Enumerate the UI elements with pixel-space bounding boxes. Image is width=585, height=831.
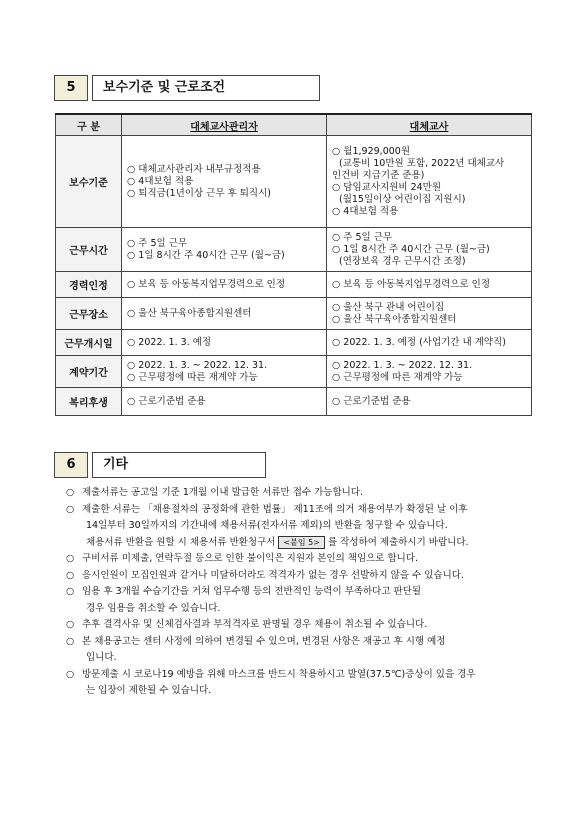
table-row <box>56 356 532 388</box>
cell-line: ○ 퇴직금(1년이상 근무 후 퇴직시) <box>127 187 271 199</box>
row-category: 근무시간 <box>56 228 122 272</box>
bullet-circle-icon: ○ <box>66 619 75 630</box>
note-text: 추후 결격사유 및 신체검사결과 부적격자로 판명될 경우 채용이 취소될 수 있습니다. <box>82 619 428 630</box>
note-item <box>66 617 536 634</box>
bullet-circle-icon: ○ <box>66 553 75 564</box>
cell-line: ○ 보육 등 아동복지업무경력으로 인정 <box>332 278 491 290</box>
note-item <box>66 551 536 568</box>
cell-line: ○ 울산 북구육아종합지원센터 <box>127 307 252 319</box>
manager-cell <box>122 330 327 356</box>
cell-line: ○ 담임교사지원비 24만원 <box>332 181 442 193</box>
teacher-cell <box>327 388 532 416</box>
note-text: 입니다. <box>86 652 117 663</box>
note-item <box>66 667 536 700</box>
cell-line: ○ 대체교사관리자 내부규정적용 <box>127 163 261 175</box>
bullet-circle-icon: ○ <box>66 586 75 597</box>
table-header-row <box>56 114 532 136</box>
note-text: 는 입장이 제한될 수 있습니다. <box>86 685 212 696</box>
table-row <box>56 298 532 330</box>
teacher-cell <box>327 228 532 272</box>
cell-line: ○ 2022. 1. 3. 예정 (사업기간 내 계약직) <box>332 336 506 348</box>
note-text: 임용 후 3개월 수습기간을 거쳐 업무수행 등의 전반적인 능력이 부족하다고 판단될 <box>82 586 422 597</box>
table-row <box>56 136 532 228</box>
cell-line: ○ 월1,929,000원 <box>332 145 411 157</box>
header-teacher: 대체교사 <box>327 114 532 136</box>
teacher-cell <box>327 298 532 330</box>
cell-line: ○ 근무평정에 따른 재계약 가능 <box>127 371 258 383</box>
note-text: 제출한 서류는 「채용절차의 공정화에 관한 법률」 제11조에 의거 채용여부가 확정된 날 이후 <box>82 503 468 515</box>
cell-line: 인건비 지급기준 준용) <box>332 169 425 181</box>
teacher-cell <box>327 356 532 388</box>
note-item <box>66 502 536 535</box>
bullet-circle-icon: ○ <box>66 569 75 581</box>
bullet-circle-icon: ○ <box>66 635 75 647</box>
conditions-table <box>55 113 532 416</box>
note-text: 14일부터 30일까지의 기간내에 채용서류(전자서류 제외)의 반환을 청구할 수 있습니다. <box>86 520 448 531</box>
section-title: 보수기준 및 근로조건 <box>92 75 320 101</box>
note-text: 경우 임용을 취소할 수 있습니다. <box>86 602 221 614</box>
note-text: 채용서류 반환을 원할 시 채용서류 반환청구서 <box>86 536 276 548</box>
row-category: 근무장소 <box>56 298 122 330</box>
manager-cell <box>122 298 327 330</box>
manager-cell <box>122 272 327 298</box>
cell-line: ○ 2022. 1. 3. 예정 <box>127 336 212 348</box>
cell-line: ○ 2022. 1. 3. ~ 2022. 12. 31. <box>127 359 268 371</box>
attachment-tag: <붙임 5> <box>278 536 325 549</box>
header-manager: 대체교사관리자 <box>122 114 327 136</box>
table-row <box>56 228 532 272</box>
note-text: 구비서류 미제출, 연락두절 등으로 인한 불이익은 지원자 본인의 책임으로 합니다. <box>82 553 419 564</box>
row-category: 보수기준 <box>56 136 122 228</box>
bullet-circle-icon: ○ <box>66 503 75 515</box>
cell-line: ○ 1일 8시간 주 40시간 근무 (월~금) <box>127 249 285 261</box>
row-category: 복리후생 <box>56 388 122 416</box>
cell-line: ○ 근로기준법 준용 <box>332 395 411 407</box>
row-category: 계약기간 <box>56 356 122 388</box>
note-text: 방문제출 시 코로나19 예방을 위해 마스크를 반드시 착용하시고 발열(37.5℃)증상이 있을 경우 <box>82 668 476 680</box>
cell-line: ○ 4대보험 적용 <box>127 175 194 187</box>
note-item <box>66 634 536 667</box>
notes-list <box>66 485 536 700</box>
section-number: 5 <box>54 75 88 101</box>
cell-line: ○ 근로기준법 준용 <box>127 395 206 407</box>
manager-cell <box>122 356 327 388</box>
manager-cell <box>122 136 327 228</box>
section-number: 6 <box>54 452 88 478</box>
cell-line: ○ 1일 8시간 주 40시간 근무 (월~금) <box>332 243 490 255</box>
cell-line: (연장보육 경우 근무시간 조정) <box>339 255 466 267</box>
row-category: 경력인정 <box>56 272 122 298</box>
manager-cell <box>122 388 327 416</box>
note-text: 본 채용공고는 센터 사정에 의하여 변경될 수 있으며, 변경된 사항은 재공고 후 시행 예정 <box>82 635 446 647</box>
bullet-circle-icon: ○ <box>66 668 75 680</box>
cell-line: ○ 4대보험 적용 <box>332 205 399 217</box>
header-category: 구 분 <box>56 114 122 136</box>
note-text: 제출서류는 공고일 기준 1개월 이내 발급한 서류만 접수 가능합니다. <box>82 487 364 498</box>
note-item <box>66 568 536 585</box>
table-row <box>56 330 532 356</box>
cell-line: ○ 근무평정에 따른 재계약 가능 <box>332 371 463 383</box>
cell-line: ○ 보육 등 아동복지업무경력으로 인정 <box>127 278 286 290</box>
bullet-circle-icon: ○ <box>66 487 75 498</box>
cell-line: ○ 2022. 1. 3. ~ 2022. 12. 31. <box>332 359 473 371</box>
cell-line: ○ 울산 북구육아종합지원센터 <box>332 313 457 325</box>
note-item <box>66 584 536 617</box>
table-row <box>56 388 532 416</box>
cell-line: (교통비 10만원 포함, 2022년 대체교사 <box>339 157 505 169</box>
cell-line: (월15일이상 어린이집 지원시) <box>339 193 466 205</box>
manager-cell <box>122 228 327 272</box>
cell-line: ○ 주 5일 근무 <box>332 231 393 243</box>
table-row <box>56 272 532 298</box>
note-text: 응시인원이 모집인원과 같거나 미달하더라도 적격자가 없는 경우 선발하지 않을 수 있습니다. <box>82 569 464 581</box>
note-item <box>66 485 536 502</box>
cell-line: ○ 주 5일 근무 <box>127 237 188 249</box>
note-item <box>66 535 536 552</box>
teacher-cell <box>327 330 532 356</box>
teacher-cell <box>327 136 532 228</box>
note-text: 를 작성하여 제출하시기 바랍니다. <box>327 536 469 548</box>
row-category: 근무개시일 <box>56 330 122 356</box>
teacher-cell <box>327 272 532 298</box>
cell-line: ○ 울산 북구 관내 어린이집 <box>332 301 445 313</box>
section-title: 기타 <box>92 452 266 478</box>
